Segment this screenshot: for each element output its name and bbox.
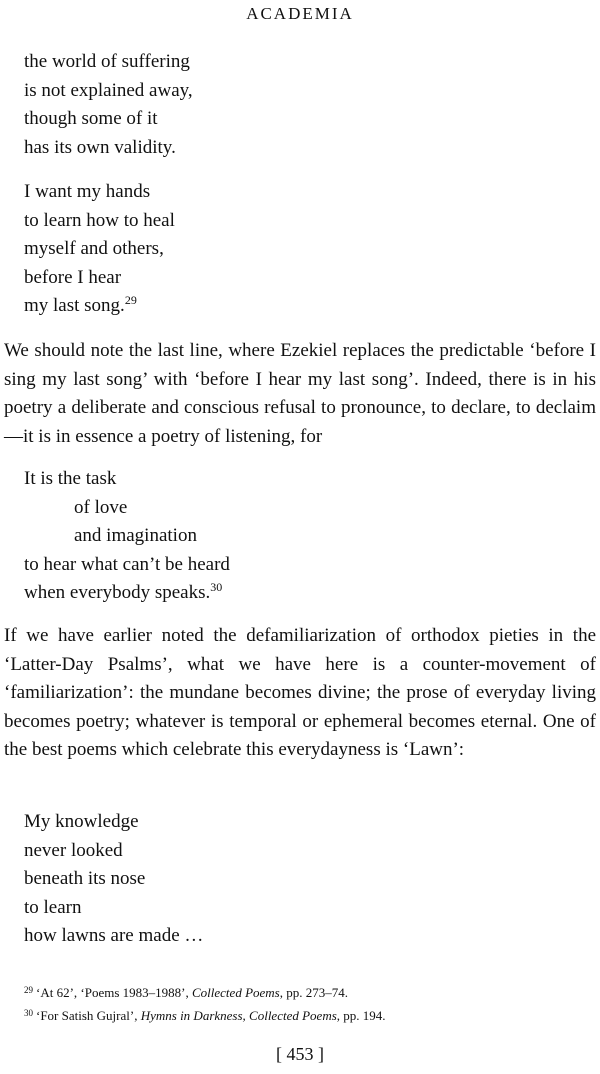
body-paragraph-2: If we have earlier noted the defamiliarization of orthodox pieties in the ‘Latter-Day Psalms’, what we have here is a counter-movement of ‘familiarization’: the mundane becomes divine; the prose of everyday living becomes poetry; whatever is temporal or ephemeral becomes eternal. One of the best poems which celebrate this everydayness is ‘Lawn’: [4, 625, 596, 760]
poem-line: is not explained away, [24, 79, 193, 101]
footnote-title: Hymns in Darkness, Collected Poems [140, 1008, 337, 1023]
poem-line-text: my last song. [24, 295, 125, 316]
footnote-ref: 29 [124, 293, 137, 307]
poem-line: never looked [24, 839, 123, 861]
poem-line: myself and others, [24, 238, 164, 259]
footnote-text: ‘At 62’, ‘Poems 1983–1988’, [36, 985, 192, 1000]
poem-line: how lawns are made … [24, 925, 204, 946]
poem-line: My knowledge [24, 811, 139, 832]
poem-stanza-2 [24, 178, 175, 321]
poem-line: though some of it [24, 108, 158, 129]
poem-line: It is the task [24, 468, 117, 489]
body-paragraph-1: We should note the last line, where Ezekiel replaces the predictable ‘before I sing my last song’ with ‘before I hear my last song’. Indeed, there is in his poetry a deliberate and conscious refusal to pronounce, to declare, to declaim—it is in essence a poetry of listening, for [4, 340, 596, 447]
running-head: ACADEMIA [246, 4, 354, 23]
footnote-text: ‘For Satish Gujral’, [36, 1008, 141, 1023]
poem-stanza-4 [24, 808, 203, 951]
poem-stanza-3 [24, 465, 230, 608]
poem-line: the world of suffering [24, 51, 190, 72]
poem-line-text: when everybody speaks. [24, 582, 211, 603]
poem-line: of love [74, 496, 128, 518]
footnotes [24, 980, 386, 1026]
poem-line: to learn how to heal [24, 209, 175, 231]
footnote [24, 1003, 386, 1026]
poem-line: before I hear [24, 266, 122, 288]
poem-line: I want my hands [24, 181, 151, 202]
poem-line: to hear what can’t be heard [24, 553, 230, 575]
footnote-text: , pp. 273–74. [279, 985, 348, 1000]
footnote-text: , pp. 194. [336, 1008, 386, 1023]
poem-line: has its own validity. [24, 136, 176, 158]
poem-stanza-1 [24, 48, 193, 162]
page-number: [ 453 ] [276, 1044, 324, 1064]
footnote-number: 30 [24, 1008, 33, 1018]
footnote-number: 29 [24, 985, 33, 995]
poem-line [24, 579, 230, 608]
footnote-ref: 30 [210, 580, 223, 594]
footnote [24, 980, 386, 1003]
poem-line: beneath its nose [24, 868, 146, 889]
poem-line: and imagination [74, 525, 197, 546]
poem-line: to learn [24, 896, 82, 918]
poem-line [24, 292, 175, 321]
footnote-title: Collected Poems [192, 985, 280, 1000]
